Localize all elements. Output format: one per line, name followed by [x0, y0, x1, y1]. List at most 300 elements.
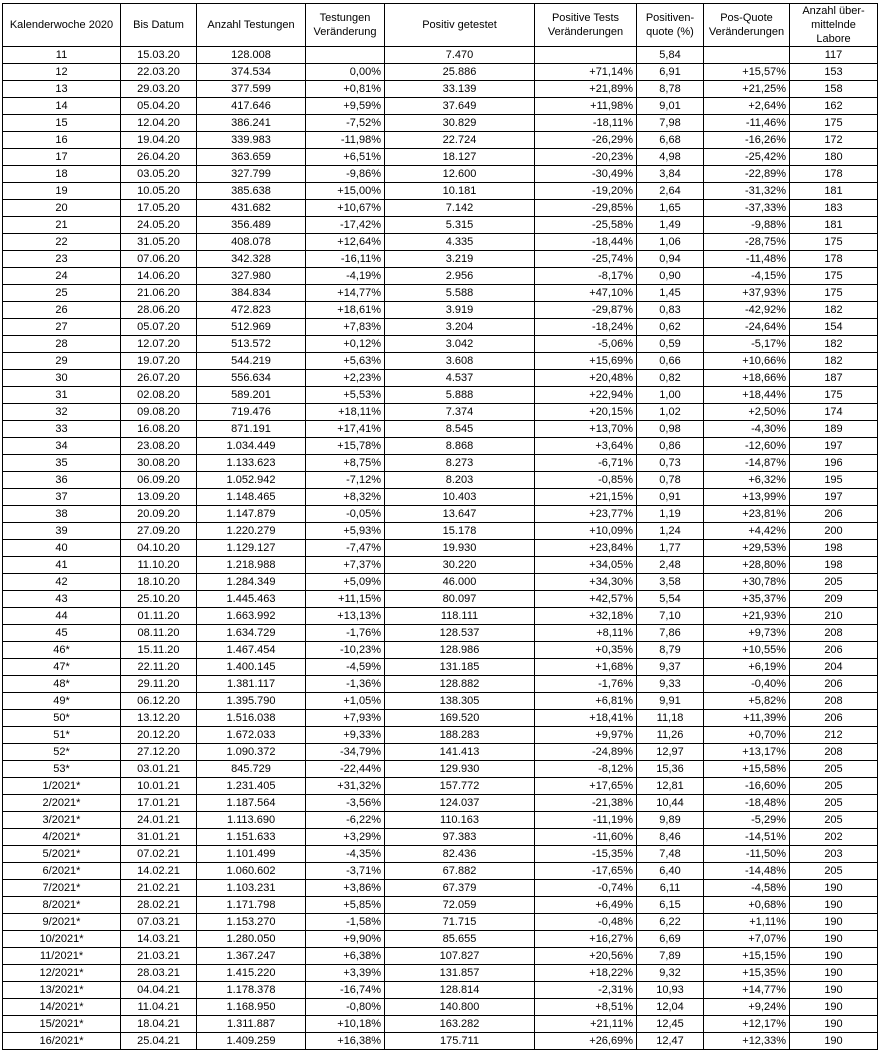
cell-anzahl-testungen: 1.103.231 [197, 880, 306, 897]
cell-anzahl-testungen: 128.008 [197, 47, 306, 64]
cell-positiv-getestet: 8.545 [385, 421, 535, 438]
cell-anzahl-labore: 208 [790, 693, 878, 710]
table-row [3, 744, 878, 761]
cell-kalenderwoche: 12/2021* [3, 965, 121, 982]
cell-positive-tests-veraenderungen: +1,68% [535, 659, 637, 676]
cell-positive-tests-veraenderungen: -29,85% [535, 200, 637, 217]
cell-bis-datum: 12.07.20 [121, 336, 197, 353]
cell-pos-quote-veraenderungen: -31,32% [704, 183, 790, 200]
cell-anzahl-labore: 190 [790, 948, 878, 965]
cell-bis-datum: 27.12.20 [121, 744, 197, 761]
cell-positivenquote: 15,36 [637, 761, 704, 778]
cell-positiv-getestet: 157.772 [385, 778, 535, 795]
cell-positive-tests-veraenderungen: -25,74% [535, 251, 637, 268]
cell-positiv-getestet: 169.520 [385, 710, 535, 727]
table-row [3, 557, 878, 574]
cell-anzahl-labore: 187 [790, 370, 878, 387]
cell-anzahl-labore: 196 [790, 455, 878, 472]
cell-kalenderwoche: 15/2021* [3, 1016, 121, 1033]
table-row [3, 761, 878, 778]
cell-anzahl-labore: 200 [790, 523, 878, 540]
header-anzahl-labore: Anzahl über-mittelnde Labore [790, 4, 878, 47]
cell-anzahl-testungen: 871.191 [197, 421, 306, 438]
cell-pos-quote-veraenderungen: +9,24% [704, 999, 790, 1016]
cell-positive-tests-veraenderungen: -1,76% [535, 676, 637, 693]
cell-positive-tests-veraenderungen: +20,56% [535, 948, 637, 965]
cell-bis-datum: 26.07.20 [121, 370, 197, 387]
cell-bis-datum: 25.10.20 [121, 591, 197, 608]
table-row [3, 489, 878, 506]
cell-positivenquote: 2,48 [637, 557, 704, 574]
cell-bis-datum: 10.01.21 [121, 778, 197, 795]
cell-anzahl-labore: 205 [790, 863, 878, 880]
cell-positive-tests-veraenderungen: +42,57% [535, 591, 637, 608]
cell-positivenquote: 10,44 [637, 795, 704, 812]
cell-testungen-veraenderung: +5,63% [306, 353, 385, 370]
cell-testungen-veraenderung: +0,12% [306, 336, 385, 353]
cell-kalenderwoche: 6/2021* [3, 863, 121, 880]
cell-positive-tests-veraenderungen: -5,06% [535, 336, 637, 353]
cell-positiv-getestet: 33.139 [385, 81, 535, 98]
cell-bis-datum: 31.05.20 [121, 234, 197, 251]
cell-positivenquote: 6,69 [637, 931, 704, 948]
cell-anzahl-labore: 178 [790, 166, 878, 183]
cell-testungen-veraenderung: +8,75% [306, 455, 385, 472]
cell-kalenderwoche: 14 [3, 98, 121, 115]
cell-kalenderwoche: 8/2021* [3, 897, 121, 914]
cell-anzahl-labore: 209 [790, 591, 878, 608]
cell-anzahl-labore: 197 [790, 438, 878, 455]
cell-pos-quote-veraenderungen: +10,55% [704, 642, 790, 659]
cell-bis-datum: 14.03.21 [121, 931, 197, 948]
cell-positivenquote: 9,33 [637, 676, 704, 693]
cell-testungen-veraenderung: -10,23% [306, 642, 385, 659]
cell-positive-tests-veraenderungen: +8,11% [535, 625, 637, 642]
cell-positive-tests-veraenderungen: +20,48% [535, 370, 637, 387]
cell-bis-datum: 06.09.20 [121, 472, 197, 489]
cell-anzahl-labore: 190 [790, 931, 878, 948]
cell-positiv-getestet: 5.588 [385, 285, 535, 302]
cell-testungen-veraenderung: +8,32% [306, 489, 385, 506]
cell-anzahl-labore: 180 [790, 149, 878, 166]
cell-positiv-getestet: 163.282 [385, 1016, 535, 1033]
cell-pos-quote-veraenderungen: -11,50% [704, 846, 790, 863]
cell-positivenquote: 4,98 [637, 149, 704, 166]
cell-positive-tests-veraenderungen: +21,89% [535, 81, 637, 98]
cell-bis-datum: 07.06.20 [121, 251, 197, 268]
table-row [3, 421, 878, 438]
cell-anzahl-testungen: 1.311.887 [197, 1016, 306, 1033]
cell-anzahl-testungen: 1.634.729 [197, 625, 306, 642]
cell-bis-datum: 21.03.21 [121, 948, 197, 965]
cell-pos-quote-veraenderungen: -4,58% [704, 880, 790, 897]
cell-testungen-veraenderung: -16,74% [306, 982, 385, 999]
table-row [3, 64, 878, 81]
cell-testungen-veraenderung: -0,80% [306, 999, 385, 1016]
cell-bis-datum: 07.02.21 [121, 846, 197, 863]
cell-kalenderwoche: 16 [3, 132, 121, 149]
cell-testungen-veraenderung: -34,79% [306, 744, 385, 761]
table-row [3, 710, 878, 727]
cell-testungen-veraenderung: +15,00% [306, 183, 385, 200]
table-row [3, 897, 878, 914]
cell-positivenquote: 1,00 [637, 387, 704, 404]
cell-anzahl-testungen: 1.284.349 [197, 574, 306, 591]
cell-pos-quote-veraenderungen: +30,78% [704, 574, 790, 591]
cell-pos-quote-veraenderungen: -37,33% [704, 200, 790, 217]
cell-positivenquote: 1,06 [637, 234, 704, 251]
cell-positivenquote: 0,62 [637, 319, 704, 336]
cell-anzahl-testungen: 1.409.259 [197, 1033, 306, 1050]
cell-positivenquote: 9,37 [637, 659, 704, 676]
testing-statistics-table [2, 3, 878, 1050]
table-row [3, 880, 878, 897]
cell-positive-tests-veraenderungen: -25,58% [535, 217, 637, 234]
cell-testungen-veraenderung: +6,38% [306, 948, 385, 965]
cell-kalenderwoche: 27 [3, 319, 121, 336]
cell-positive-tests-veraenderungen: +16,27% [535, 931, 637, 948]
cell-anzahl-labore: 190 [790, 897, 878, 914]
cell-kalenderwoche: 49* [3, 693, 121, 710]
cell-positive-tests-veraenderungen: -19,20% [535, 183, 637, 200]
cell-pos-quote-veraenderungen: -9,88% [704, 217, 790, 234]
cell-positivenquote: 8,78 [637, 81, 704, 98]
cell-positiv-getestet: 118.111 [385, 608, 535, 625]
cell-pos-quote-veraenderungen: -28,75% [704, 234, 790, 251]
cell-pos-quote-veraenderungen: -4,15% [704, 268, 790, 285]
cell-bis-datum: 03.05.20 [121, 166, 197, 183]
cell-anzahl-labore: 212 [790, 727, 878, 744]
cell-testungen-veraenderung: -4,19% [306, 268, 385, 285]
cell-positivenquote: 8,79 [637, 642, 704, 659]
cell-bis-datum: 19.07.20 [121, 353, 197, 370]
cell-positiv-getestet: 30.829 [385, 115, 535, 132]
cell-positiv-getestet: 3.608 [385, 353, 535, 370]
cell-bis-datum: 13.09.20 [121, 489, 197, 506]
cell-bis-datum: 15.11.20 [121, 642, 197, 659]
cell-bis-datum: 13.12.20 [121, 710, 197, 727]
cell-bis-datum: 26.04.20 [121, 149, 197, 166]
cell-bis-datum: 18.04.21 [121, 1016, 197, 1033]
cell-kalenderwoche: 50* [3, 710, 121, 727]
cell-bis-datum: 25.04.21 [121, 1033, 197, 1050]
cell-anzahl-labore: 205 [790, 761, 878, 778]
cell-positivenquote: 12,47 [637, 1033, 704, 1050]
cell-testungen-veraenderung: -7,47% [306, 540, 385, 557]
table-row [3, 353, 878, 370]
cell-positive-tests-veraenderungen: -6,71% [535, 455, 637, 472]
cell-positive-tests-veraenderungen: -11,19% [535, 812, 637, 829]
cell-positive-tests-veraenderungen: +23,77% [535, 506, 637, 523]
cell-pos-quote-veraenderungen: -0,40% [704, 676, 790, 693]
cell-positive-tests-veraenderungen: -26,29% [535, 132, 637, 149]
cell-anzahl-testungen: 417.646 [197, 98, 306, 115]
cell-pos-quote-veraenderungen: +15,15% [704, 948, 790, 965]
table-row [3, 98, 878, 115]
table-row [3, 47, 878, 64]
cell-positiv-getestet: 82.436 [385, 846, 535, 863]
cell-kalenderwoche: 18 [3, 166, 121, 183]
cell-anzahl-labore: 208 [790, 744, 878, 761]
cell-kalenderwoche: 20 [3, 200, 121, 217]
cell-positive-tests-veraenderungen [535, 47, 637, 64]
cell-bis-datum: 03.01.21 [121, 761, 197, 778]
cell-anzahl-testungen: 356.489 [197, 217, 306, 234]
table-row [3, 676, 878, 693]
cell-anzahl-testungen: 719.476 [197, 404, 306, 421]
cell-positivenquote: 12,81 [637, 778, 704, 795]
cell-kalenderwoche: 24 [3, 268, 121, 285]
cell-testungen-veraenderung: -16,11% [306, 251, 385, 268]
cell-anzahl-labore: 190 [790, 1033, 878, 1050]
cell-anzahl-testungen: 1.415.220 [197, 965, 306, 982]
cell-pos-quote-veraenderungen: -5,17% [704, 336, 790, 353]
cell-positive-tests-veraenderungen: +26,69% [535, 1033, 637, 1050]
cell-positive-tests-veraenderungen: -20,23% [535, 149, 637, 166]
cell-positivenquote: 2,64 [637, 183, 704, 200]
cell-positivenquote: 0,73 [637, 455, 704, 472]
cell-testungen-veraenderung: +5,53% [306, 387, 385, 404]
table-row [3, 812, 878, 829]
cell-anzahl-labore: 181 [790, 183, 878, 200]
cell-testungen-veraenderung: +6,51% [306, 149, 385, 166]
cell-testungen-veraenderung: -22,44% [306, 761, 385, 778]
cell-anzahl-testungen: 1.400.145 [197, 659, 306, 676]
cell-bis-datum: 15.03.20 [121, 47, 197, 64]
table-row [3, 251, 878, 268]
cell-bis-datum: 21.02.21 [121, 880, 197, 897]
table-row [3, 591, 878, 608]
cell-anzahl-labore: 162 [790, 98, 878, 115]
cell-kalenderwoche: 48* [3, 676, 121, 693]
cell-pos-quote-veraenderungen: +28,80% [704, 557, 790, 574]
cell-bis-datum: 08.11.20 [121, 625, 197, 642]
header-row [3, 4, 878, 47]
table-row [3, 608, 878, 625]
cell-positivenquote: 5,54 [637, 591, 704, 608]
cell-testungen-veraenderung: -7,52% [306, 115, 385, 132]
cell-positive-tests-veraenderungen: +8,51% [535, 999, 637, 1016]
cell-kalenderwoche: 31 [3, 387, 121, 404]
cell-pos-quote-veraenderungen: -14,87% [704, 455, 790, 472]
cell-positivenquote: 7,48 [637, 846, 704, 863]
cell-bis-datum: 09.08.20 [121, 404, 197, 421]
header-pos-quote-veraenderungen: Pos-Quote Veränderungen [704, 4, 790, 47]
cell-kalenderwoche: 16/2021* [3, 1033, 121, 1050]
cell-pos-quote-veraenderungen: +23,81% [704, 506, 790, 523]
cell-positivenquote: 0,98 [637, 421, 704, 438]
cell-anzahl-testungen: 556.634 [197, 370, 306, 387]
cell-kalenderwoche: 1/2021* [3, 778, 121, 795]
cell-bis-datum: 29.11.20 [121, 676, 197, 693]
cell-positiv-getestet: 131.857 [385, 965, 535, 982]
cell-bis-datum: 04.04.21 [121, 982, 197, 999]
cell-pos-quote-veraenderungen: +9,73% [704, 625, 790, 642]
cell-positivenquote: 7,98 [637, 115, 704, 132]
table-row [3, 540, 878, 557]
cell-kalenderwoche: 39 [3, 523, 121, 540]
cell-kalenderwoche: 11/2021* [3, 948, 121, 965]
cell-positivenquote: 0,66 [637, 353, 704, 370]
cell-testungen-veraenderung: -17,42% [306, 217, 385, 234]
cell-positive-tests-veraenderungen: +21,15% [535, 489, 637, 506]
cell-positiv-getestet: 140.800 [385, 999, 535, 1016]
cell-positive-tests-veraenderungen: -2,31% [535, 982, 637, 999]
cell-testungen-veraenderung: +10,18% [306, 1016, 385, 1033]
cell-positive-tests-veraenderungen: +22,94% [535, 387, 637, 404]
cell-pos-quote-veraenderungen: +13,17% [704, 744, 790, 761]
cell-bis-datum: 22.11.20 [121, 659, 197, 676]
cell-pos-quote-veraenderungen: +0,70% [704, 727, 790, 744]
cell-positivenquote: 1,24 [637, 523, 704, 540]
cell-bis-datum: 30.08.20 [121, 455, 197, 472]
cell-kalenderwoche: 32 [3, 404, 121, 421]
cell-pos-quote-veraenderungen: -24,64% [704, 319, 790, 336]
cell-pos-quote-veraenderungen: +35,37% [704, 591, 790, 608]
cell-anzahl-testungen: 431.682 [197, 200, 306, 217]
cell-anzahl-labore: 175 [790, 234, 878, 251]
cell-kalenderwoche: 28 [3, 336, 121, 353]
cell-positiv-getestet: 128.986 [385, 642, 535, 659]
cell-anzahl-labore: 190 [790, 965, 878, 982]
cell-positive-tests-veraenderungen: +47,10% [535, 285, 637, 302]
table-row [3, 727, 878, 744]
cell-anzahl-labore: 172 [790, 132, 878, 149]
table-row [3, 115, 878, 132]
cell-kalenderwoche: 42 [3, 574, 121, 591]
cell-positivenquote: 6,40 [637, 863, 704, 880]
cell-testungen-veraenderung: +15,78% [306, 438, 385, 455]
table-row [3, 863, 878, 880]
header-kalenderwoche: Kalenderwoche 2020 [3, 4, 121, 47]
cell-pos-quote-veraenderungen: +12,33% [704, 1033, 790, 1050]
cell-positive-tests-veraenderungen: +11,98% [535, 98, 637, 115]
cell-pos-quote-veraenderungen: +1,11% [704, 914, 790, 931]
cell-positiv-getestet: 5.315 [385, 217, 535, 234]
cell-pos-quote-veraenderungen: +21,93% [704, 608, 790, 625]
cell-pos-quote-veraenderungen: +12,17% [704, 1016, 790, 1033]
cell-positive-tests-veraenderungen: +32,18% [535, 608, 637, 625]
cell-positivenquote: 0,90 [637, 268, 704, 285]
table-row [3, 506, 878, 523]
cell-pos-quote-veraenderungen: +7,07% [704, 931, 790, 948]
cell-anzahl-testungen: 1.052.942 [197, 472, 306, 489]
table-row [3, 285, 878, 302]
cell-anzahl-labore: 202 [790, 829, 878, 846]
cell-bis-datum: 28.03.21 [121, 965, 197, 982]
cell-anzahl-labore: 153 [790, 64, 878, 81]
table-row [3, 166, 878, 183]
cell-anzahl-labore: 182 [790, 336, 878, 353]
cell-positive-tests-veraenderungen: +21,11% [535, 1016, 637, 1033]
cell-kalenderwoche: 2/2021* [3, 795, 121, 812]
cell-bis-datum: 28.02.21 [121, 897, 197, 914]
cell-anzahl-testungen: 1.101.499 [197, 846, 306, 863]
cell-positiv-getestet: 71.715 [385, 914, 535, 931]
cell-testungen-veraenderung: +11,15% [306, 591, 385, 608]
cell-testungen-veraenderung: +16,38% [306, 1033, 385, 1050]
cell-positive-tests-veraenderungen: -18,44% [535, 234, 637, 251]
cell-kalenderwoche: 10/2021* [3, 931, 121, 948]
table-row [3, 948, 878, 965]
cell-positive-tests-veraenderungen: +3,64% [535, 438, 637, 455]
table-row [3, 693, 878, 710]
cell-anzahl-testungen: 1.129.127 [197, 540, 306, 557]
cell-positiv-getestet: 15.178 [385, 523, 535, 540]
cell-pos-quote-veraenderungen: +18,44% [704, 387, 790, 404]
table-row [3, 1016, 878, 1033]
cell-positiv-getestet: 67.379 [385, 880, 535, 897]
cell-kalenderwoche: 37 [3, 489, 121, 506]
cell-positiv-getestet: 10.403 [385, 489, 535, 506]
cell-anzahl-labore: 174 [790, 404, 878, 421]
cell-positivenquote: 1,65 [637, 200, 704, 217]
cell-kalenderwoche: 52* [3, 744, 121, 761]
cell-pos-quote-veraenderungen: +14,77% [704, 982, 790, 999]
cell-anzahl-testungen: 327.980 [197, 268, 306, 285]
cell-positivenquote: 7,86 [637, 625, 704, 642]
cell-anzahl-testungen: 386.241 [197, 115, 306, 132]
table-row [3, 625, 878, 642]
table-row [3, 217, 878, 234]
cell-anzahl-labore: 205 [790, 574, 878, 591]
cell-pos-quote-veraenderungen: +15,58% [704, 761, 790, 778]
cell-kalenderwoche: 14/2021* [3, 999, 121, 1016]
cell-testungen-veraenderung [306, 47, 385, 64]
cell-anzahl-labore: 154 [790, 319, 878, 336]
cell-testungen-veraenderung: +18,61% [306, 302, 385, 319]
cell-anzahl-testungen: 1.147.879 [197, 506, 306, 523]
cell-positivenquote: 0,82 [637, 370, 704, 387]
cell-positiv-getestet: 8.273 [385, 455, 535, 472]
cell-positivenquote: 12,45 [637, 1016, 704, 1033]
cell-kalenderwoche: 29 [3, 353, 121, 370]
table-row [3, 438, 878, 455]
cell-anzahl-testungen: 1.034.449 [197, 438, 306, 455]
cell-positivenquote: 1,45 [637, 285, 704, 302]
table-row [3, 132, 878, 149]
cell-testungen-veraenderung: +2,23% [306, 370, 385, 387]
cell-positive-tests-veraenderungen: -0,48% [535, 914, 637, 931]
cell-anzahl-testungen: 1.171.798 [197, 897, 306, 914]
cell-testungen-veraenderung: +7,83% [306, 319, 385, 336]
cell-anzahl-testungen: 1.516.038 [197, 710, 306, 727]
cell-anzahl-labore: 181 [790, 217, 878, 234]
cell-anzahl-labore: 195 [790, 472, 878, 489]
cell-anzahl-testungen: 589.201 [197, 387, 306, 404]
cell-positive-tests-veraenderungen: +34,30% [535, 574, 637, 591]
table-row [3, 455, 878, 472]
cell-anzahl-testungen: 472.823 [197, 302, 306, 319]
cell-positive-tests-veraenderungen: -21,38% [535, 795, 637, 812]
cell-positiv-getestet: 97.383 [385, 829, 535, 846]
cell-bis-datum: 31.01.21 [121, 829, 197, 846]
cell-testungen-veraenderung: +1,05% [306, 693, 385, 710]
cell-testungen-veraenderung: +17,41% [306, 421, 385, 438]
cell-testungen-veraenderung: +18,11% [306, 404, 385, 421]
cell-pos-quote-veraenderungen: +15,57% [704, 64, 790, 81]
cell-testungen-veraenderung: +10,67% [306, 200, 385, 217]
cell-bis-datum: 24.01.21 [121, 812, 197, 829]
cell-pos-quote-veraenderungen: +0,68% [704, 897, 790, 914]
cell-positiv-getestet: 22.724 [385, 132, 535, 149]
cell-positivenquote: 10,93 [637, 982, 704, 999]
cell-pos-quote-veraenderungen: -42,92% [704, 302, 790, 319]
cell-kalenderwoche: 3/2021* [3, 812, 121, 829]
cell-pos-quote-veraenderungen: +37,93% [704, 285, 790, 302]
cell-anzahl-testungen: 513.572 [197, 336, 306, 353]
cell-positive-tests-veraenderungen: +18,22% [535, 965, 637, 982]
